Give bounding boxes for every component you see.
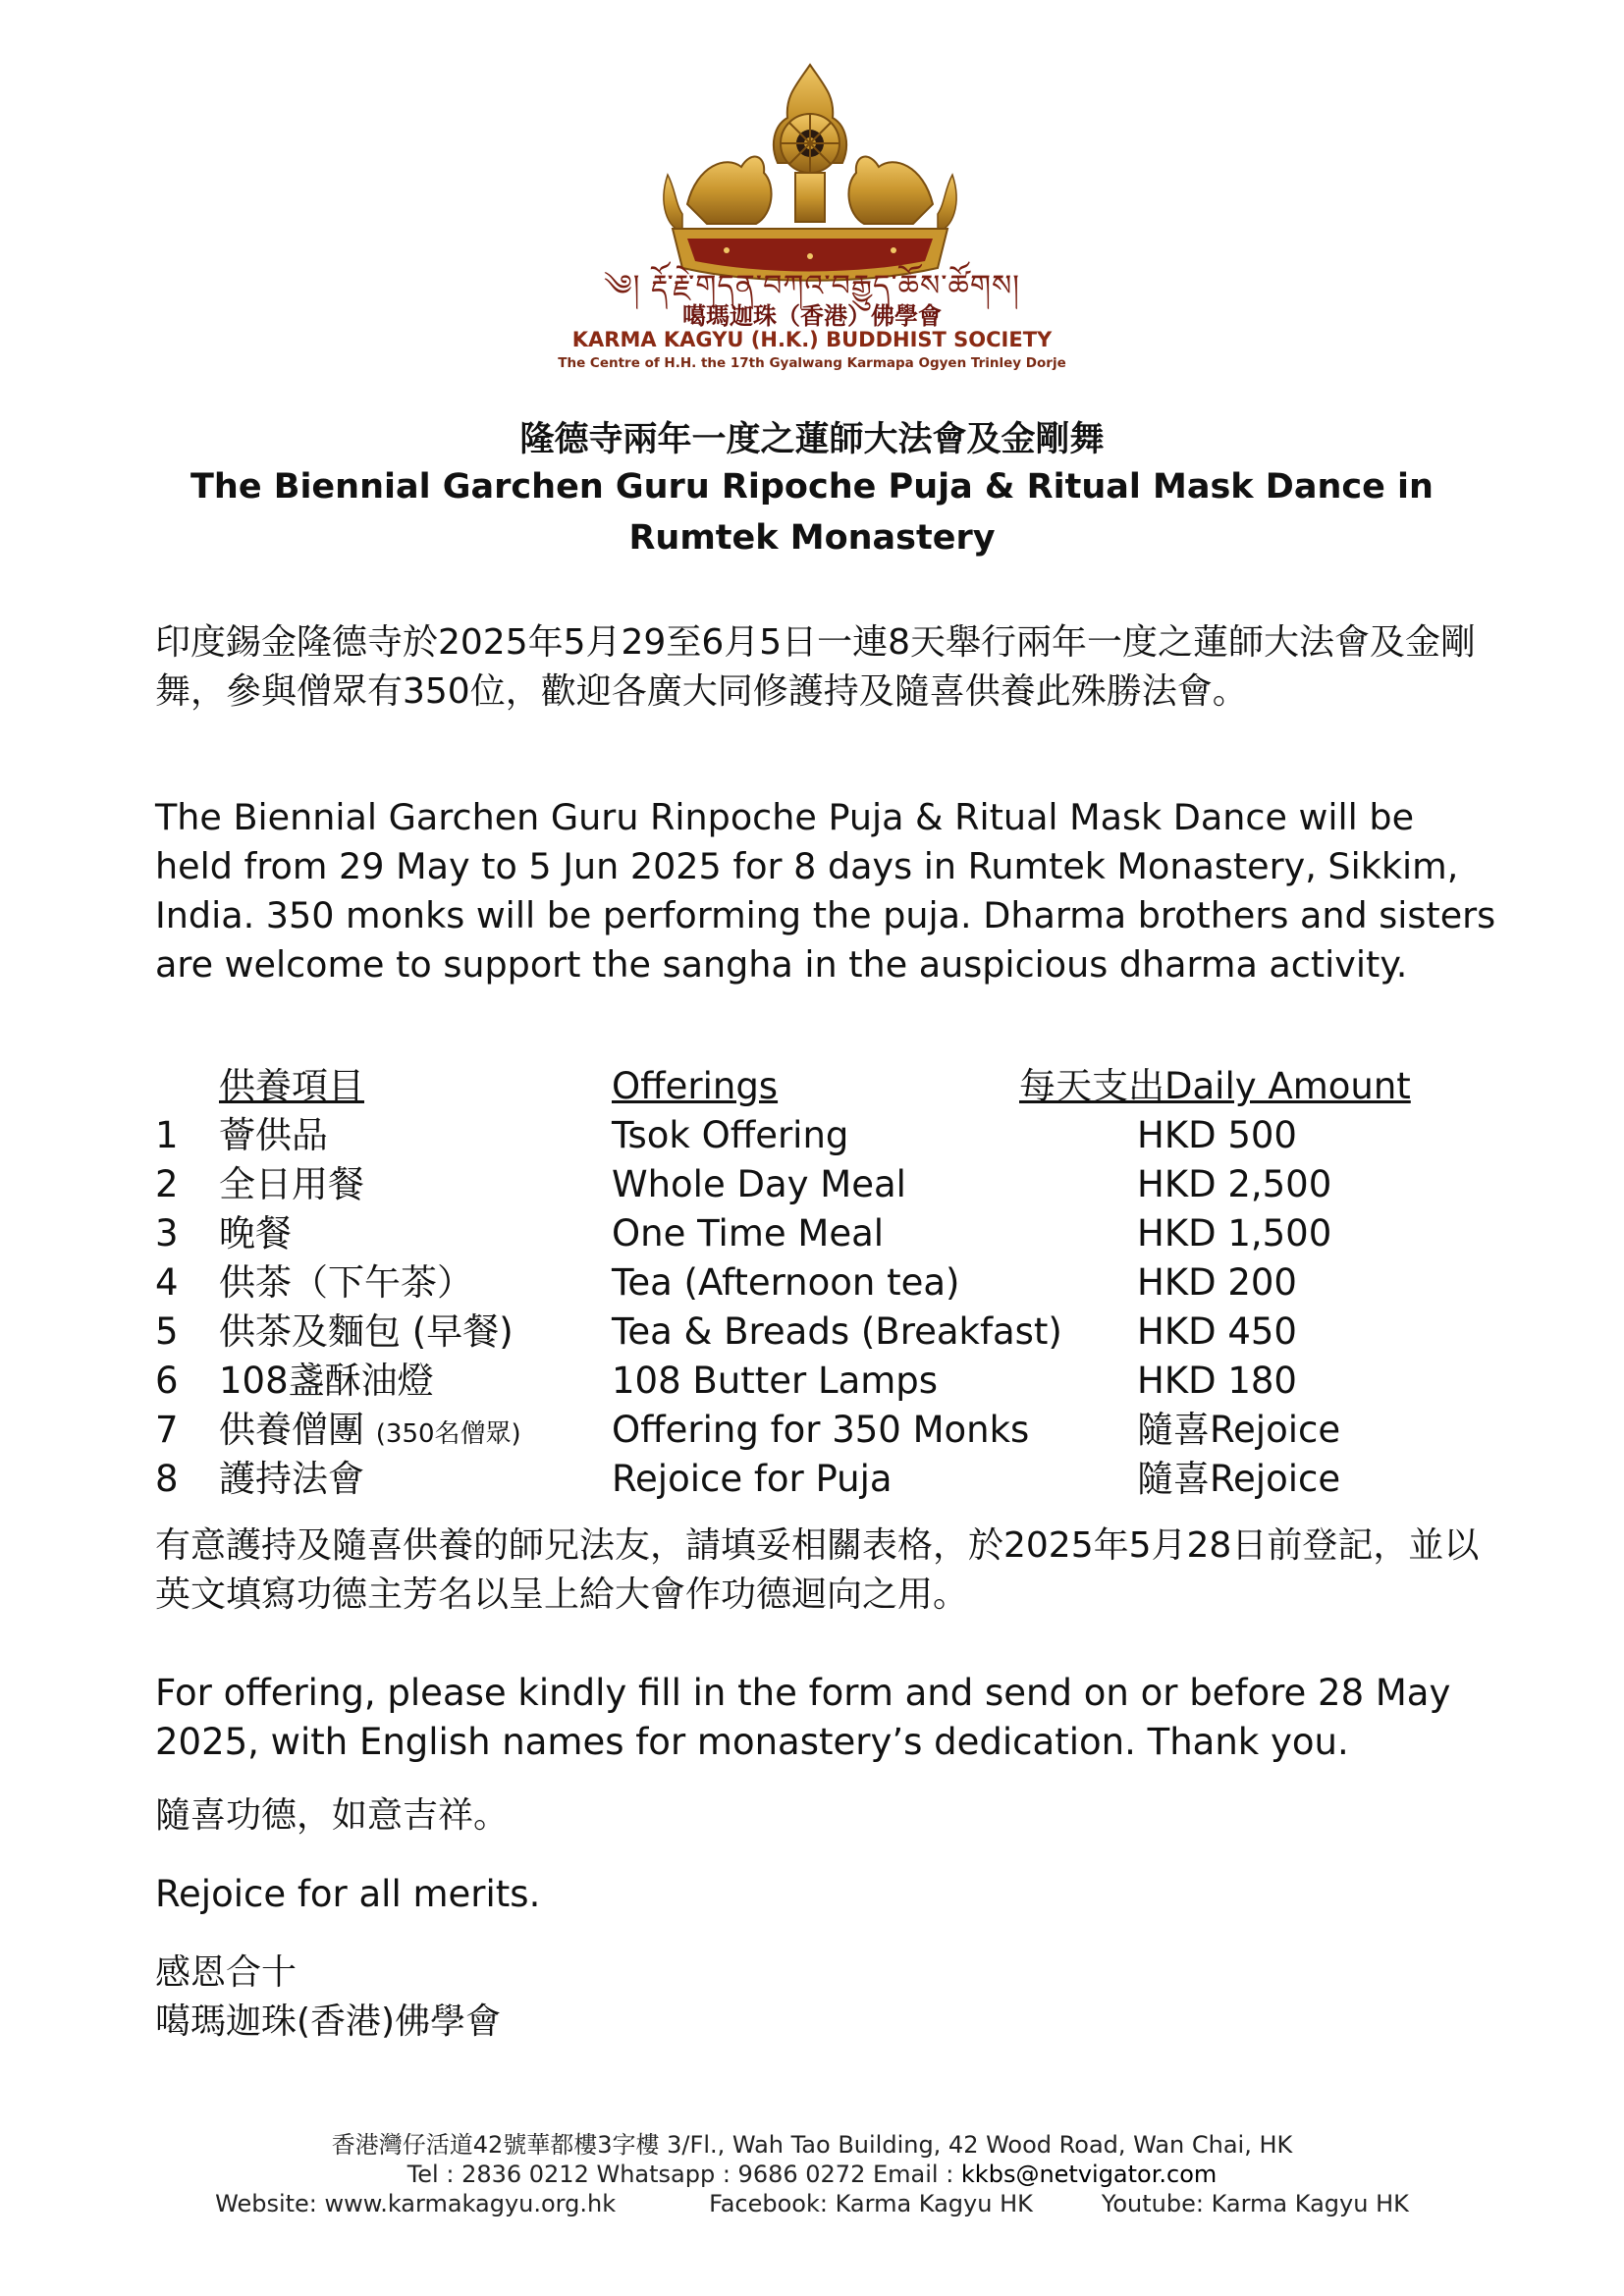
row-item-zh: 薈供品 <box>219 1114 328 1156</box>
header-en: Offerings <box>612 1065 779 1107</box>
row-amount: HKD 2,500 <box>1137 1163 1332 1205</box>
row-amount: HKD 500 <box>1137 1114 1297 1156</box>
row-item-en: One Time Meal <box>612 1212 885 1255</box>
row-item-zh: 供茶及麵包 (早餐) <box>219 1310 514 1353</box>
row-number: 1 <box>155 1114 179 1156</box>
row-item-zh-wrap <box>219 1406 521 1459</box>
org-name-en: KARMA KAGYU (H.K.) BUDDHIST SOCIETY <box>571 328 1053 351</box>
table-row <box>155 1308 1490 1357</box>
table-row <box>155 1111 1490 1160</box>
row-number: 8 <box>155 1458 179 1500</box>
row-item-en: Tea (Afternoon tea) <box>612 1261 960 1304</box>
table-row <box>155 1209 1490 1258</box>
row-amount: 隨喜Rejoice <box>1137 1409 1341 1451</box>
youtube-link[interactable]: Youtube: Karma Kagyu HK <box>1101 2190 1409 2217</box>
org-subtitle: The Centre of H.H. the 17th Gyalwang Karmapa Ogyen Trinley Dorje <box>558 355 1066 371</box>
header-amount: 每天支出Daily Amount <box>1019 1065 1411 1107</box>
row-amount: HKD 180 <box>1137 1360 1297 1402</box>
row-item-zh: 108盞酥油燈 <box>219 1360 434 1402</box>
signature-line-1: 感恩合十 <box>155 1952 298 1993</box>
facebook-link[interactable]: Facebook: Karma Kagyu HK <box>709 2190 1033 2217</box>
row-amount: HKD 1,500 <box>1137 1212 1332 1255</box>
table-row <box>155 1357 1490 1406</box>
row-number: 7 <box>155 1409 179 1451</box>
rejoice-zh: 隨喜功德，如意吉祥。 <box>155 1795 510 1836</box>
page-title-en: The Biennial Garchen Guru Ripoche Puja & Ritual Mask Dance in Rumtek Monastery <box>190 467 1434 558</box>
row-item-zh-note: (350名僧眾) <box>375 1419 521 1449</box>
intro-zh: 印度錫金隆德寺於2025年5月29至6月5日一連8天舉行兩年一度之蓮師大法會及金剛舞，參與僧眾有350位，歡迎各廣大同修護持及隨喜供養此殊勝法會。 <box>155 622 1477 712</box>
footer-links <box>0 2189 1624 2218</box>
row-item-en: Offering for 350 Monks <box>612 1409 1030 1451</box>
row-item-en: Rejoice for Puja <box>612 1458 893 1500</box>
offerings-table <box>155 1062 1490 1504</box>
row-amount: 隨喜Rejoice <box>1137 1458 1341 1500</box>
row-item-en: Tsok Offering <box>612 1114 849 1156</box>
org-name-zh: 噶瑪迦珠（香港）佛學會 <box>682 302 942 330</box>
row-item-zh: 供茶（下午茶） <box>219 1261 473 1304</box>
website-link[interactable]: Website: www.karmakagyu.org.hk <box>215 2190 617 2217</box>
signature-line-2: 噶瑪迦珠(香港)佛學會 <box>155 2002 502 2042</box>
rejoice-en: Rejoice for all merits. <box>155 1873 541 1915</box>
row-item-zh: 護持法會 <box>219 1458 364 1500</box>
table-row <box>155 1406 1490 1455</box>
row-number: 2 <box>155 1163 179 1205</box>
row-item-en: 108 Butter Lamps <box>612 1360 939 1402</box>
tibetan-org-name: ༄། རྡོ་རྗེ་གདན་བཀའ་བརྒྱུད་ཆོས་ཚོགས། <box>604 269 1020 303</box>
row-number: 6 <box>155 1360 179 1402</box>
row-amount: HKD 200 <box>1137 1261 1297 1304</box>
email-link[interactable]: kkbs@netvigator.com <box>960 2161 1218 2188</box>
row-number: 4 <box>155 1261 179 1304</box>
row-item-zh: 全日用餐 <box>219 1163 364 1205</box>
table-row <box>155 1160 1490 1209</box>
intro-en: The Biennial Garchen Guru Rinpoche Puja & Ritual Mask Dance will be held from 29 May to 5 Jun 2025 for 8 days in Rumtek Monastery, Sikkim, India. 350 monks will be performing the puja. Dharma brothers and sisters are welcome to support the sangha in the auspicious dharma activity. <box>155 796 1496 986</box>
table-row <box>155 1258 1490 1308</box>
row-amount: HKD 450 <box>1137 1310 1297 1353</box>
footer-address: 香港灣仔活道42號華都樓3字樓 3/Fl., Wah Tao Building, 42 Wood Road, Wan Chai, HK <box>331 2131 1293 2159</box>
row-item-en: Whole Day Meal <box>612 1163 906 1205</box>
page-title-zh: 隆德寺兩年一度之蓮師大法會及金剛舞 <box>519 420 1105 459</box>
closing-en: For offering, please kindly fill in the form and send on or before 28 May 2025, with English names for monastery’s dedication. Thank you. <box>155 1672 1451 1763</box>
closing-zh: 有意護持及隨喜供養的師兄法友，請填妥相關表格，於2025年5月28日前登記，並以英文填寫功德主芳名以呈上給大會作功德迴向之用。 <box>155 1525 1480 1615</box>
row-number: 5 <box>155 1310 179 1353</box>
row-item-zh: 晚餐 <box>219 1212 292 1255</box>
table-header <box>155 1062 1490 1111</box>
header-zh: 供養項目 <box>219 1065 364 1107</box>
row-item-en: Tea & Breads (Breakfast) <box>612 1310 1062 1353</box>
contact-text: Tel : 2836 0212 Whatsapp : 9686 0272 Email : <box>406 2161 961 2188</box>
table-row <box>155 1455 1490 1504</box>
footer-contact <box>0 2160 1624 2189</box>
row-item-zh: 供養僧團 <box>219 1409 364 1451</box>
row-number: 3 <box>155 1212 179 1255</box>
